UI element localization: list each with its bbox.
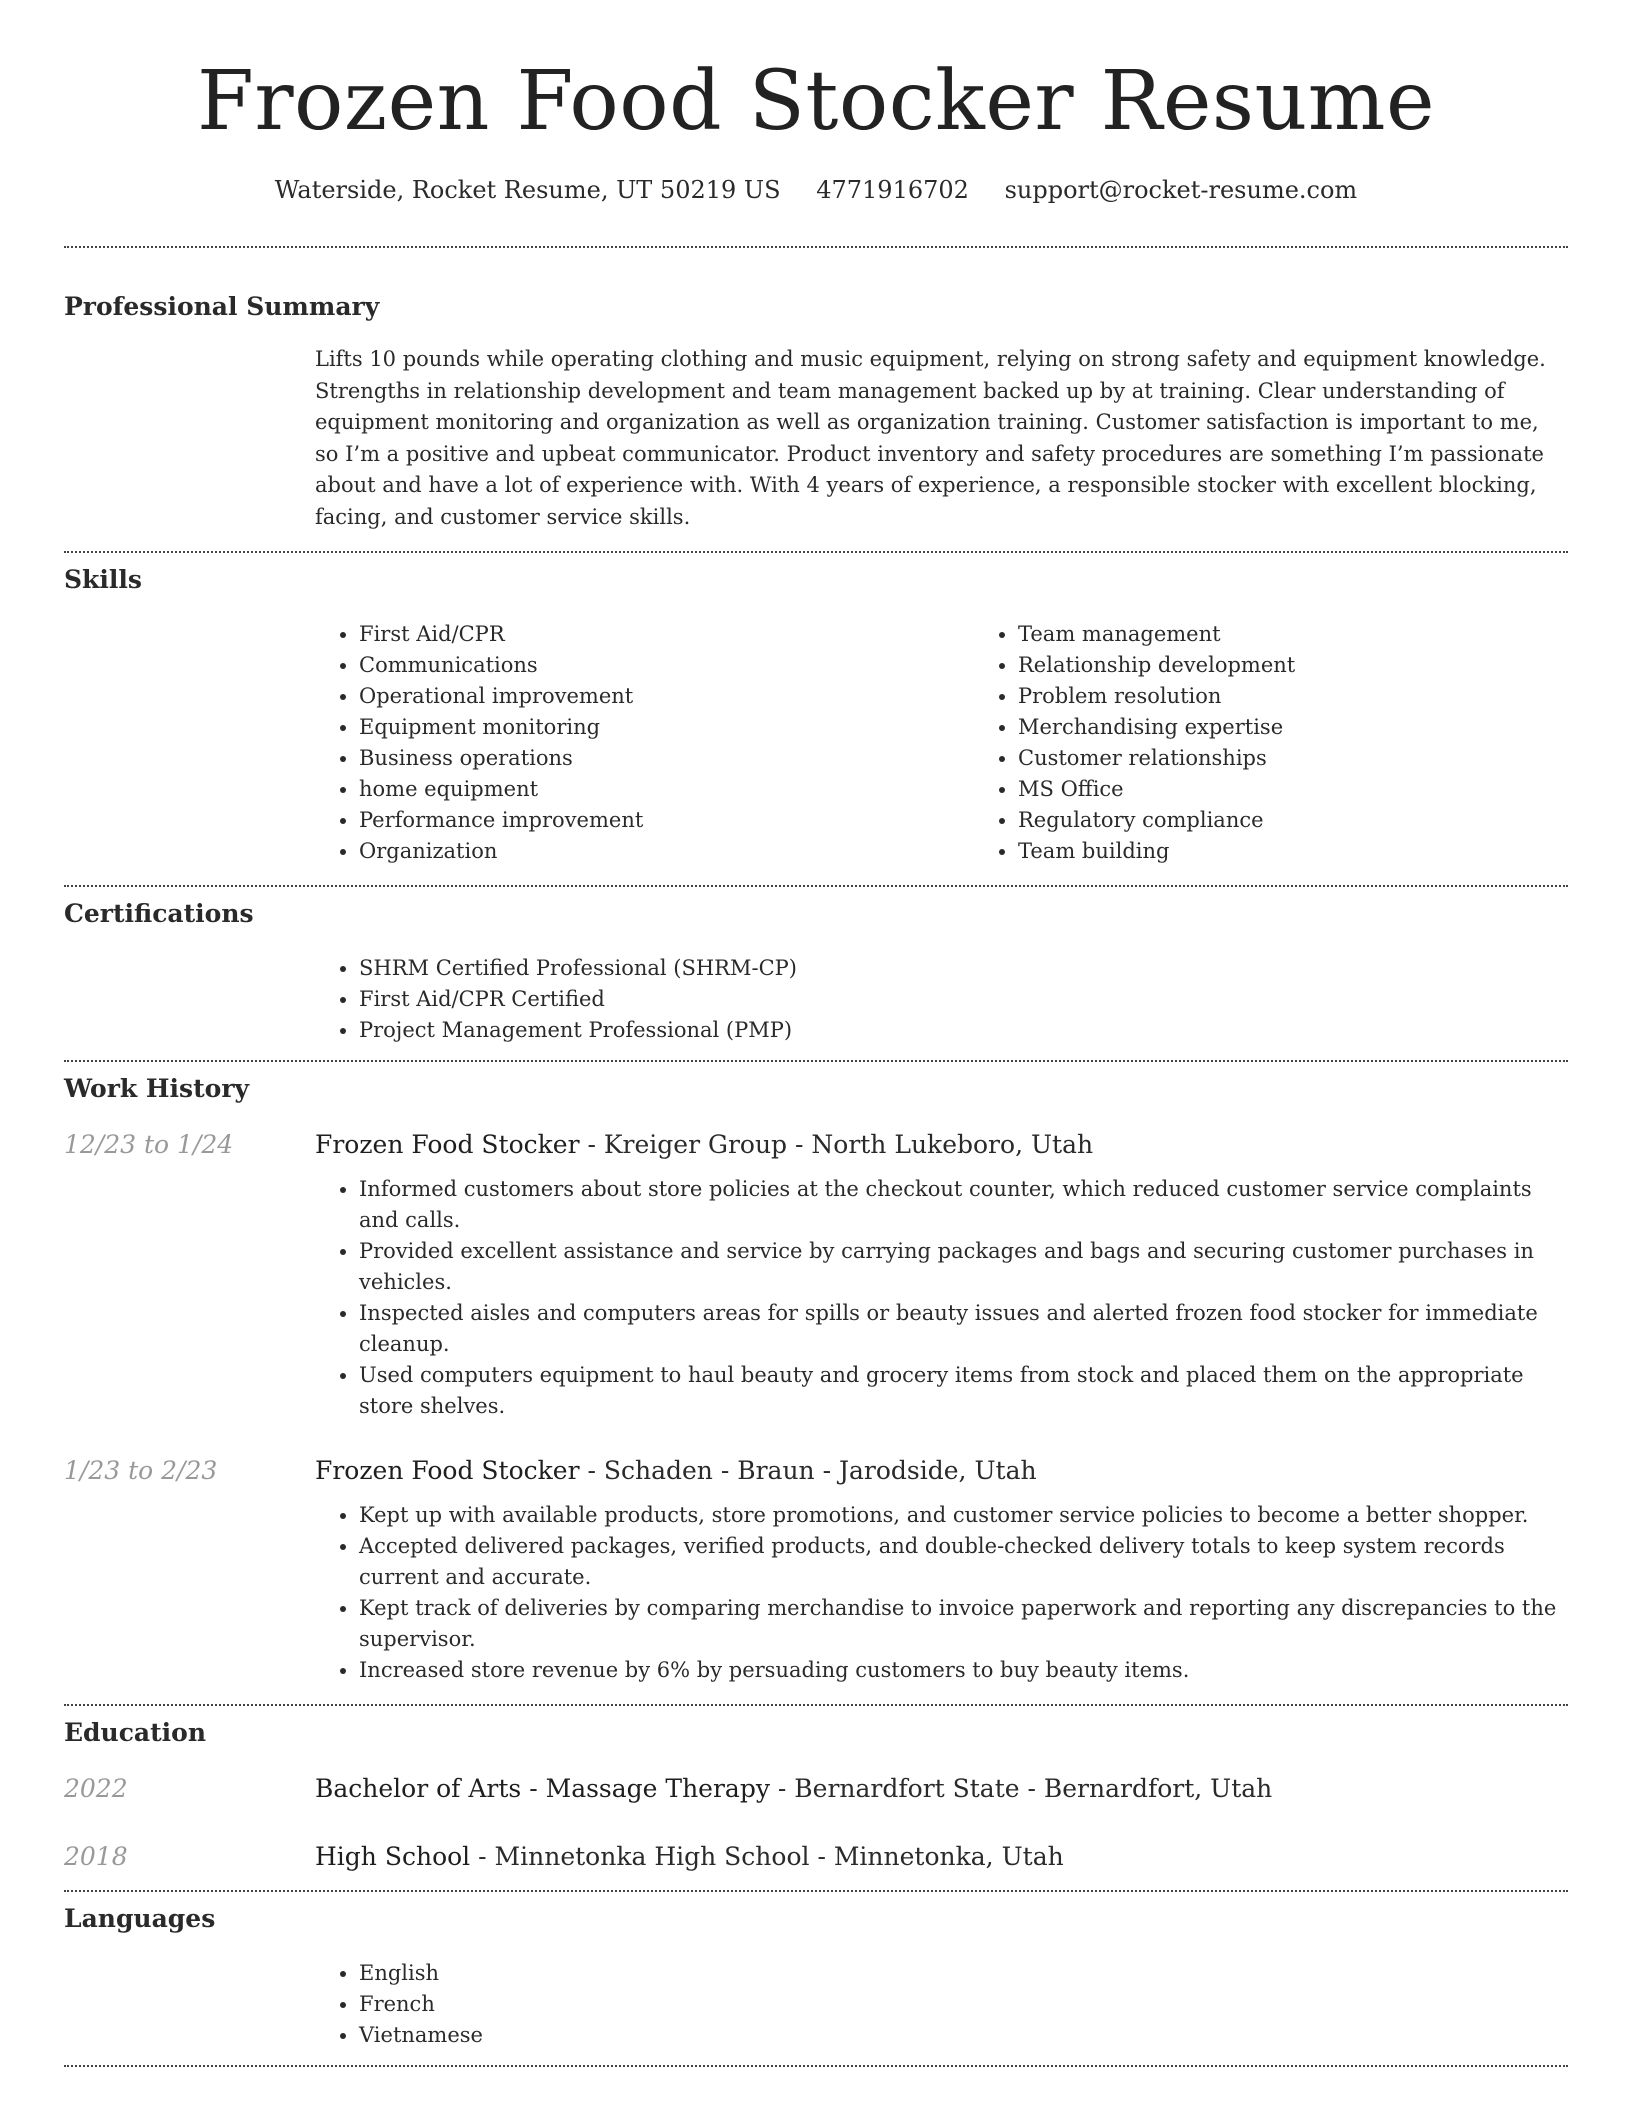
skill-item: • Communications	[359, 650, 974, 681]
job-body	[315, 1128, 1568, 1422]
job-bullet: • Accepted delivered packages, verified products, and double-checked delivery totals to keep system records current and accurate.	[359, 1531, 1568, 1593]
job-bullets	[315, 1174, 1568, 1422]
skill-item: • First Aid/CPR	[359, 619, 974, 650]
languages-left	[64, 1958, 315, 2051]
summary-section	[64, 290, 1568, 533]
skill-item: • Organization	[359, 836, 974, 867]
job-bullet: • Increased store revenue by 6% by persuading customers to buy beauty items.	[359, 1655, 1568, 1686]
education-list	[64, 1772, 1568, 1874]
language-item: • English	[359, 1958, 1568, 1989]
job-title-line	[315, 1454, 1568, 1488]
contact-line	[64, 174, 1568, 206]
skill-item: • MS Office	[1018, 774, 1632, 805]
job-title: Frozen Food Stocker	[315, 1130, 580, 1159]
job-bullet: • Kept track of deliveries by comparing merchandise to invoice paperwork and reporting any discrepancies to the supervisor.	[359, 1593, 1568, 1655]
job-dates: 1/23 to 2/23	[64, 1456, 218, 1485]
certifications-left	[64, 953, 315, 1046]
job-bullets	[315, 1500, 1568, 1686]
skill-item: • Relationship development	[1018, 650, 1632, 681]
job-header-row	[64, 1454, 1568, 1686]
skill-item: • Customer relationships	[1018, 743, 1632, 774]
education-heading: Education	[64, 1718, 207, 1747]
education-detail	[315, 1840, 1568, 1874]
job-bullet: • Kept up with available products, store promotions, and customer service policies to become a better shopper.	[359, 1500, 1568, 1531]
skills-row	[64, 619, 1568, 867]
summary-body	[315, 344, 1568, 533]
job-title-line	[315, 1128, 1568, 1162]
job-bullet: • Used computers equipment to haul beauty and grocery items from stock and placed them on the appropriate store shelves.	[359, 1360, 1568, 1422]
skill-item: • Problem resolution	[1018, 681, 1632, 712]
skill-item: • home equipment	[359, 774, 974, 805]
divider	[64, 1704, 1568, 1706]
skills-list-left	[315, 619, 974, 867]
education-school: - Minnetonka High School - Minnetonka, Utah	[470, 1842, 1064, 1871]
skills-list-right	[974, 619, 1632, 867]
skill-item: • Business operations	[359, 743, 974, 774]
skill-item: • Equipment monitoring	[359, 712, 974, 743]
education-year: 2022	[64, 1774, 128, 1803]
education-year: 2018	[64, 1842, 128, 1871]
divider	[64, 246, 1568, 248]
skills-left	[64, 619, 315, 867]
education-section	[64, 1716, 1568, 1874]
certification-item: • First Aid/CPR Certified	[359, 984, 1568, 1015]
work-section	[64, 1072, 1568, 1686]
languages-row	[64, 1958, 1568, 2051]
skill-item: • Team building	[1018, 836, 1632, 867]
resume-title: Frozen Food Stocker Resume	[196, 54, 1436, 149]
divider	[64, 2065, 1568, 2067]
education-school: - Bernardfort State - Bernardfort, Utah	[769, 1774, 1273, 1803]
job-entry	[64, 1454, 1568, 1686]
languages-section	[64, 1902, 1568, 2051]
summary-heading: Professional Summary	[64, 292, 380, 321]
certifications-heading: Certifications	[64, 899, 254, 928]
languages-heading: Languages	[64, 1904, 216, 1933]
certification-item: • Project Management Professional (PMP)	[359, 1015, 1568, 1046]
job-dates: 12/23 to 1/24	[64, 1130, 234, 1159]
education-entry	[64, 1772, 1568, 1806]
skills-section	[64, 563, 1568, 867]
education-detail	[315, 1772, 1568, 1806]
work-heading: Work History	[64, 1074, 250, 1103]
education-entry	[64, 1840, 1568, 1874]
skill-item: • Operational improvement	[359, 681, 974, 712]
job-body	[315, 1454, 1568, 1686]
job-bullet: • Provided excellent assistance and service by carrying packages and bags and securing customer purchases in vehicles.	[359, 1236, 1568, 1298]
divider	[64, 885, 1568, 887]
skill-item: • Merchandising expertise	[1018, 712, 1632, 743]
certifications-list	[315, 953, 1568, 1046]
divider	[64, 1890, 1568, 1892]
skill-item: • Team management	[1018, 619, 1632, 650]
job-entry	[64, 1128, 1568, 1422]
summary-row	[64, 344, 1568, 533]
divider	[64, 551, 1568, 553]
job-header-row	[64, 1128, 1568, 1422]
education-degree: High School	[315, 1842, 471, 1871]
language-item: • Vietnamese	[359, 2020, 1568, 2051]
divider	[64, 1060, 1568, 1062]
skills-heading: Skills	[64, 565, 142, 594]
education-degree: Bachelor of Arts - Massage Therapy	[315, 1774, 770, 1803]
job-bullet: • Informed customers about store policies at the checkout counter, which reduced customer service complaints and calls.	[359, 1174, 1568, 1236]
skill-item: • Performance improvement	[359, 805, 974, 836]
certifications-body	[315, 953, 1568, 1046]
job-title: Frozen Food Stocker	[315, 1456, 580, 1485]
job-employer: - Kreiger Group - North Lukeboro, Utah	[579, 1130, 1094, 1159]
skill-item: • Regulatory compliance	[1018, 805, 1632, 836]
contact-phone: 4771916702	[816, 176, 969, 204]
certifications-section	[64, 897, 1568, 1046]
work-jobs	[64, 1128, 1568, 1686]
contact-address: Waterside, Rocket Resume, UT 50219 US	[274, 176, 781, 204]
job-employer: - Schaden - Braun - Jarodside, Utah	[579, 1456, 1037, 1485]
languages-body	[315, 1958, 1568, 2051]
certifications-row	[64, 953, 1568, 1046]
summary-left	[64, 344, 315, 533]
languages-list	[315, 1958, 1568, 2051]
contact-email: support@rocket-resume.com	[1004, 176, 1358, 204]
language-item: • French	[359, 1989, 1568, 2020]
certification-item: • SHRM Certified Professional (SHRM-CP)	[359, 953, 1568, 984]
job-bullet: • Inspected aisles and computers areas for spills or beauty issues and alerted frozen food stocker for immediate cleanup.	[359, 1298, 1568, 1360]
skills-columns	[315, 619, 1632, 867]
summary-text: Lifts 10 pounds while operating clothing and music equipment, relying on strong safety and equipment knowledge. Strengths in relationship development and team management backed up by at training. Clear understanding of equipment monitoring and organization as well as organization training. Customer satisfaction is important to me, so I’m a positive and upbeat communicator. Product inventory and safety procedures are something I’m passionate about and have a lot of experience with. With 4 years of experience, a responsible stocker with excellent blocking, facing, and customer service skills.	[315, 347, 1546, 529]
